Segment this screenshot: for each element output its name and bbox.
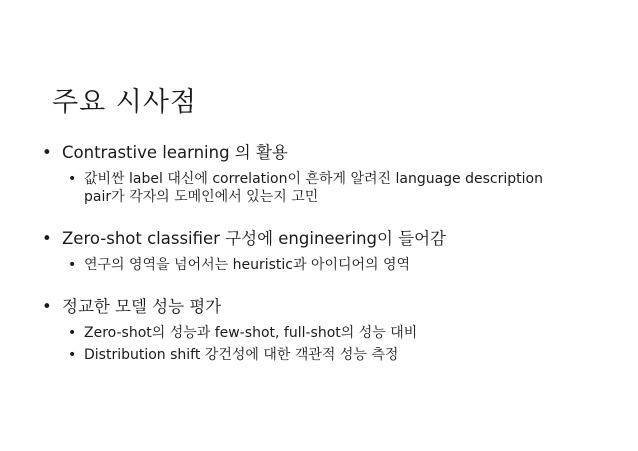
sub-bullet-text: 값비싼 label 대신에 correlation이 흔하게 알려진 language description pair가 각자의 도메인에서 있는지 고민: [84, 171, 543, 205]
bullet-dot: •: [68, 171, 77, 187]
bullet-heading: 정교한 모델 성능 평가: [62, 297, 222, 316]
sub-bullet-item: [36, 170, 554, 206]
bullet-heading: Zero-shot classifier 구성에 engineering이 들어감: [62, 229, 447, 248]
sub-bullet-text: Distribution shift 강건성에 대한 객관적 성능 측정: [84, 347, 399, 363]
bullet-heading: Contrastive learning 의 활용: [62, 143, 288, 162]
bullet-item: [36, 296, 616, 318]
bullet-dot: •: [68, 347, 77, 363]
sub-bullet-item: [36, 324, 616, 342]
sub-bullet-text: 연구의 영역을 넘어서는 heuristic과 아이디어의 영역: [84, 257, 411, 273]
sub-bullet-item: [36, 346, 616, 364]
bullet-item: [36, 142, 616, 164]
bullet-dot: •: [68, 257, 77, 273]
bullet-dot: •: [42, 297, 52, 316]
bullet-dot: •: [42, 143, 52, 162]
bullet-list: [36, 142, 616, 364]
sub-bullet-item: [36, 256, 616, 274]
sub-bullet-text: Zero-shot의 성능과 few-shot, full-shot의 성능 대비: [84, 325, 418, 341]
bullet-item: [36, 228, 616, 250]
bullet-dot: •: [42, 229, 52, 248]
bullet-dot: •: [68, 325, 77, 341]
slide-title: 주요 시사점: [52, 87, 197, 118]
